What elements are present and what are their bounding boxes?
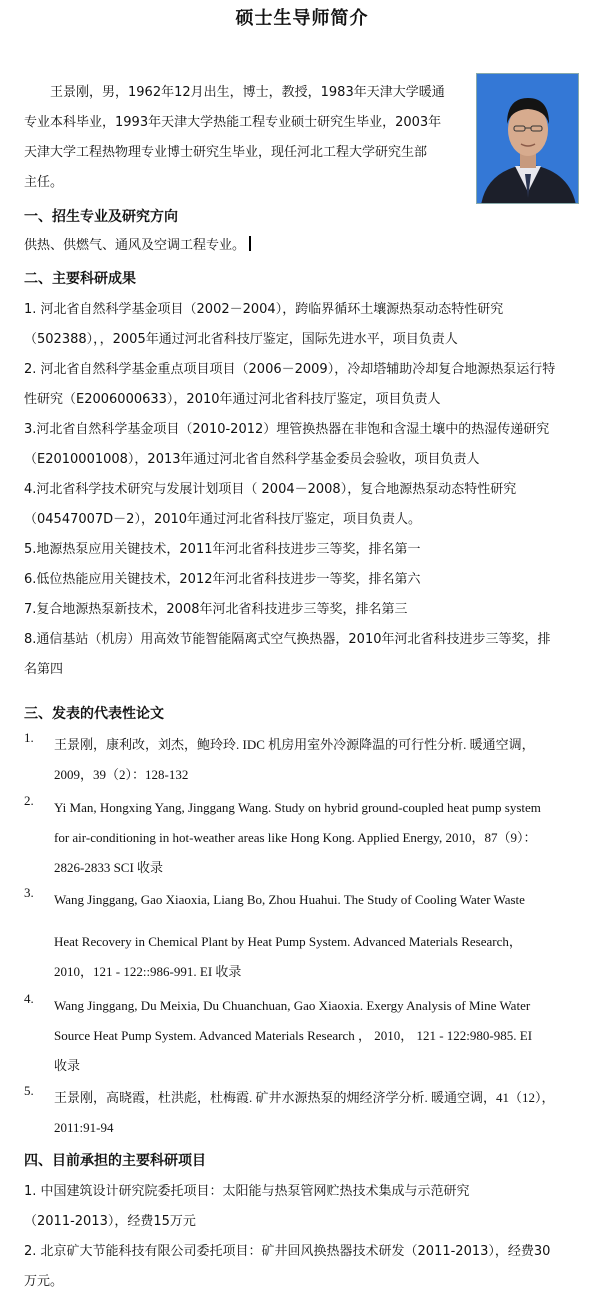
paper-line: 王景刚，高晓霞，杜洪彪，杜梅霞. 矿井水源热泵的㶲经济学分析. 暖通空调，41（12）， <box>54 1090 555 1105</box>
list-item: 8.通信基站（机房）用高效节能智能隔离式空气换热器，2010年河北省科技进步三等奖，排 <box>24 632 551 647</box>
list-item-continuation: 性研究（E2006000633），2010年通过河北省科技厅鉴定，项目负责人 <box>24 392 441 407</box>
paper-line: 2011:91-94 <box>54 1120 114 1135</box>
paper-number: 4. <box>24 991 34 1006</box>
paper-line: Wang Jinggang, Du Meixia, Du Chuanchuan, Gao Xiaoxia. Exergy Analysis of Mine Water <box>54 998 531 1013</box>
paper-line: Heat Recovery in Chemical Plant by Heat Pump System. Advanced Materials Research， <box>54 934 522 949</box>
intro-paragraph <box>24 78 468 198</box>
section-heading-achievements: 二、主要科研成果 <box>24 271 136 287</box>
list-item-continuation: 万元。 <box>24 1274 64 1289</box>
portrait-illustration <box>477 74 579 204</box>
list-item-continuation: 名第四 <box>24 662 64 677</box>
list-item: 2. 北京矿大节能科技有限公司委托项目：矿井回风换热器技术研发（2011-2013），经费30 <box>24 1244 551 1259</box>
achievement-list <box>24 295 580 685</box>
intro-line: 专业本科毕业，1993年天津大学热能工程专业硕士研究生毕业，2003年 <box>24 115 442 130</box>
paper-line: for air-conditioning in hot-weather areas like Hong Kong. Applied Energy, 2010，87（9）： <box>54 830 537 845</box>
paper-line: 2010，121 - 122::986-991. EI 收录 <box>54 964 242 979</box>
paper-line: 收录 <box>54 1058 81 1073</box>
list-item: 4.河北省科学技术研究与发展计划项目（ 2004－2008），复合地源热泵动态特性研究 <box>24 482 517 497</box>
list-item: 5.地源热泵应用关键技术，2011年河北省科技进步三等奖，排名第一 <box>24 542 421 557</box>
paper-line: 王景刚，康利改，刘杰，鲍玲玲. IDC 机房用室外冷源降温的可行性分析. 暖通空调， <box>54 737 535 752</box>
intro-line: 天津大学工程热物理专业博士研究生毕业，现任河北工程大学研究生部 <box>24 145 428 160</box>
paper-number: 1. <box>24 730 34 745</box>
list-item: 1. 中国建筑设计研究院委托项目：太阳能与热泵管网贮热技术集成与示范研究 <box>24 1184 470 1199</box>
project-list <box>24 1177 580 1297</box>
list-item: 1. 河北省自然科学基金项目（2002－2004），跨临界循环土壤源热泵动态特性研究 <box>24 302 504 317</box>
paper-number: 2. <box>24 793 34 808</box>
intro-line: 主任。 <box>24 175 64 190</box>
list-item: 7.复合地源热泵新技术，2008年河北省科技进步三等奖，排名第三 <box>24 602 408 617</box>
enrollment-text: 供热、供燃气、通风及空调工程专业。 <box>24 231 580 261</box>
page-title: 硕士生导师简介 <box>235 8 369 29</box>
list-item-continuation: （502388），，2005年通过河北省科技厅鉴定，国际先进水平，项目负责人 <box>24 332 458 347</box>
paper-line: 2826-2833 SCI 收录 <box>54 860 164 875</box>
list-item: 2. 河北省自然科学基金重点项目项目（2006－2009），冷却塔辅助冷却复合地源热泵运行特 <box>24 362 556 377</box>
list-item: 6.低位热能应用关键技术，2012年河北省科技进步一等奖，排名第六 <box>24 572 421 587</box>
list-item-continuation: （E2010001008），2013年通过河北省自然科学基金委员会验收，项目负责人 <box>24 452 480 467</box>
list-item-continuation: （2011-2013），经费15万元 <box>24 1214 196 1229</box>
paper-line: Source Heat Pump System. Advanced Materials Research ， 2010， 121 - 122:980-985. EI <box>54 1028 533 1043</box>
paper-line: Yi Man, Hongxing Yang, Jinggang Wang. Study on hybrid ground-coupled heat pump system <box>54 800 541 815</box>
section-heading-projects: 四、目前承担的主要科研项目 <box>24 1153 206 1169</box>
section-heading-enrollment: 一、招生专业及研究方向 <box>24 209 178 225</box>
text-cursor <box>249 236 251 251</box>
intro-line: 王景刚，男，1962年12月出生，博士，教授，1983年天津大学暖通 <box>50 85 445 100</box>
paper-line: 2009，39（2）：128-132 <box>54 767 189 782</box>
paper-number: 5. <box>24 1083 34 1098</box>
paper-number: 3. <box>24 885 34 900</box>
list-item-continuation: （04547007D－2），2010年通过河北省科技厅鉴定，项目负责人。 <box>24 512 422 527</box>
list-item: 3.河北省自然科学基金项目（2010-2012）埋管换热器在非饱和含湿土壤中的热湿传递研究 <box>24 422 550 437</box>
paper-line: Wang Jinggang, Gao Xiaoxia, Liang Bo, Zhou Huahui. The Study of Cooling Water Waste <box>54 892 525 907</box>
section-heading-papers: 三、发表的代表性论文 <box>24 706 164 722</box>
portrait-photo <box>476 73 579 204</box>
